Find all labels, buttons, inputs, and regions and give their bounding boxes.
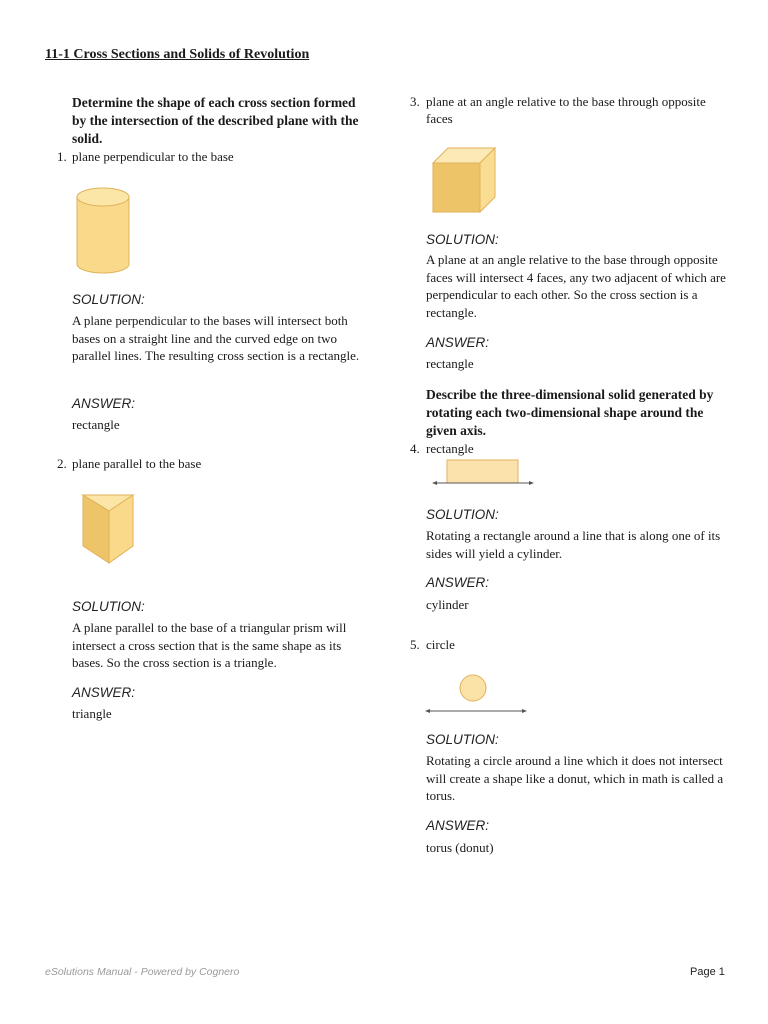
problem-5-answer: torus (donut) [426, 840, 494, 855]
problem-5-number: 5. [410, 637, 420, 652]
problem-1-answer: rectangle [72, 417, 120, 432]
circle-above-axis-icon [425, 674, 527, 716]
problem-5-answer-label: ANSWER: [426, 818, 490, 833]
problem-2-solution-label: SOLUTION: [72, 599, 145, 614]
instructions-cross-section: Determine the shape of each cross section formed by the intersection of the described plane with the solid. [72, 95, 359, 146]
problem-2-prompt: plane parallel to the base [72, 456, 202, 471]
rectangle-on-axis-icon [432, 459, 534, 489]
problem-3-solution-label: SOLUTION: [426, 232, 499, 247]
problem-5-prompt: circle [426, 637, 455, 652]
problem-4-number: 4. [410, 441, 420, 456]
problem-4-answer-label: ANSWER: [426, 575, 490, 590]
problem-2-solution: A plane parallel to the base of a triangular prism will intersect a cross section that is the same shape as its bases. So the cross section is a triangle. [72, 620, 347, 670]
problem-5-solution-label: SOLUTION: [426, 732, 499, 747]
problem-1-solution: A plane perpendicular to the bases will intersect both bases on a straight line and the curved edge on two parallel lines. The resulting cross section is a rectangle. [72, 313, 360, 363]
problem-3-solution: A plane at an angle relative to the base through opposite faces will intersect 4 faces, any two adjacent of which are perpendicular to each other. So the cross section is a rectangle. [426, 252, 726, 320]
problem-2-answer: triangle [72, 706, 112, 721]
problem-3-answer: rectangle [426, 356, 474, 371]
problem-1-prompt: plane perpendicular to the base [72, 149, 234, 164]
problem-4-answer: cylinder [426, 597, 469, 612]
problem-4-solution-label: SOLUTION: [426, 507, 499, 522]
problem-1-number: 1. [57, 149, 67, 164]
footer-publisher: eSolutions Manual - Powered by Cognero [45, 966, 240, 978]
problem-3-prompt: plane at an angle relative to the base through opposite faces [426, 94, 706, 126]
page-title: 11-1 Cross Sections and Solids of Revolution [45, 47, 310, 62]
cube-icon [432, 147, 496, 213]
problem-3-number: 3. [410, 94, 420, 109]
problem-1-solution-label: SOLUTION: [72, 292, 145, 307]
cylinder-icon [76, 187, 130, 275]
problem-4-prompt: rectangle [426, 441, 474, 456]
problem-3-answer-label: ANSWER: [426, 335, 490, 350]
problem-5-solution: Rotating a circle around a line which it does not intersect will create a shape like a donut, which in math is called a torus. [426, 753, 724, 803]
problem-1-answer-label: ANSWER: [72, 396, 136, 411]
footer-page-number: Page 1 [690, 966, 725, 978]
problem-2-number: 2. [57, 456, 67, 471]
triangular-prism-icon [82, 493, 134, 565]
problem-2-answer-label: ANSWER: [72, 685, 136, 700]
instructions-rotation: Describe the three-dimensional solid generated by rotating each two-dimensional shape around the given axis. [426, 387, 714, 438]
problem-4-solution: Rotating a rectangle around a line that is along one of its sides will yield a cylinder. [426, 528, 721, 561]
